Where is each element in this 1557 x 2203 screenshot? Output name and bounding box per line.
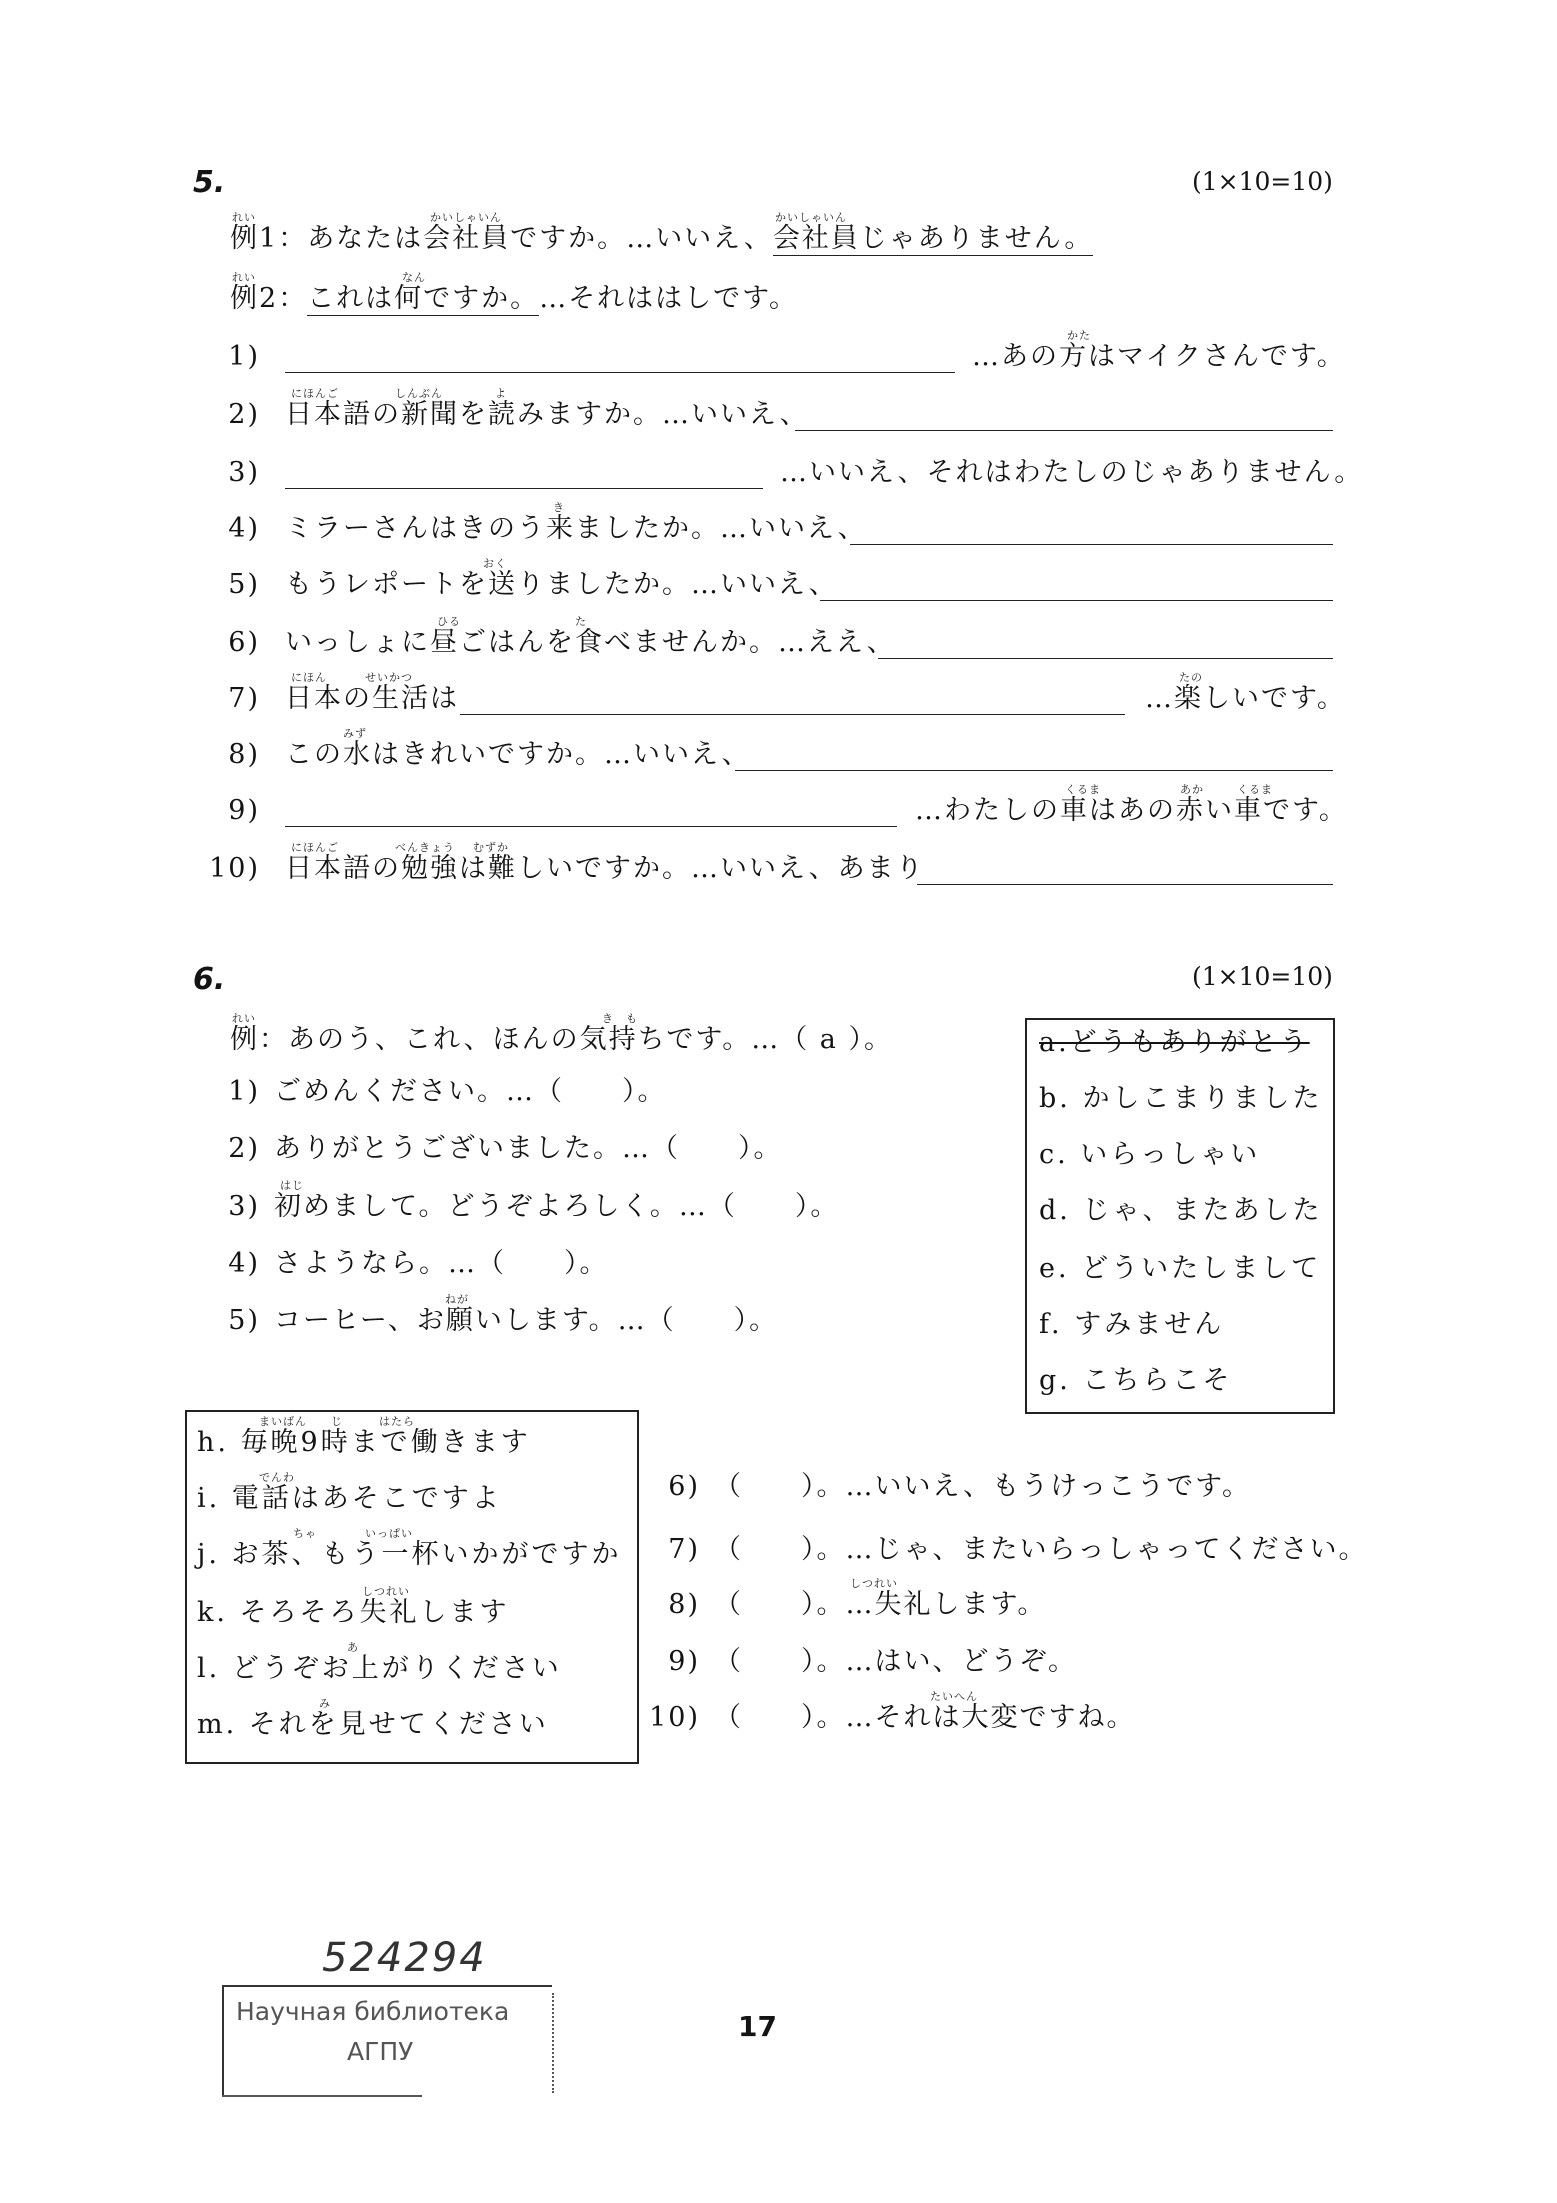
example-label: 例2 [230, 283, 279, 314]
item-7-text-end: たの …楽しいです。 [1145, 671, 1346, 714]
item-number: 10) [209, 853, 260, 884]
example-1: れい かいしゃいん かいしゃいん 例1：あなたは会社員ですか。…いいえ、会社員じゃありません。 [230, 211, 1094, 254]
q6-5: ねが 5) コーヒー、お願いします。…（ ）。 [228, 1293, 779, 1336]
q6-8: しつれい 8) （ ）。…失礼します。 [668, 1577, 1047, 1620]
option-f: f. すみません [1039, 1309, 1225, 1340]
item-number: 5) [228, 569, 260, 600]
stamp-number: 524294 [322, 1935, 487, 1981]
ruby: ねが [445, 1293, 469, 1306]
answer-blank[interactable] [820, 600, 1333, 601]
option-m: み m. それを見せてください [197, 1697, 549, 1740]
ruby: よ [495, 387, 507, 400]
stamp-top-line [222, 1985, 552, 1987]
ruby: にほんご [291, 387, 339, 400]
example-answer: …それははしです。 [539, 283, 799, 314]
answer-blank[interactable] [285, 488, 763, 489]
option-h: まいばん じ はたら h. 毎晩9時まで働きます [197, 1415, 531, 1458]
option-e: e. どういたしまして [1039, 1253, 1322, 1284]
item-number: 3) [228, 457, 260, 488]
answer-blank[interactable] [285, 372, 955, 373]
ruby: れい [232, 271, 256, 284]
item-4-text: き ミラーさんはきのう来ましたか。…いいえ、 [285, 501, 867, 544]
ruby: くるま [1065, 783, 1101, 796]
example-2: れい なん 例2：これは何ですか。…それははしです。 [230, 271, 799, 314]
section-6-header: 6. [193, 962, 226, 997]
stamp-library-name: Научная библиотека [236, 1997, 510, 2026]
section-5-header: 5. [193, 165, 226, 200]
ruby: かいしゃいん [775, 211, 847, 224]
page-number: 17 [738, 2010, 777, 2043]
item-number: 2) [228, 399, 260, 430]
item-5-text: おく もうレポートを送りましたか。…いいえ、 [285, 557, 838, 600]
ruby: き [553, 501, 565, 514]
q6-10: たいへん 10) （ ）。…それは大変ですね。 [649, 1690, 1136, 1733]
q6-3: はじ 3) 初めまして。どうぞよろしく。…（ ）。 [228, 1179, 840, 1222]
item-6-text: ひる た いっしょに昼ごはんを食べませんか。…ええ、 [285, 615, 896, 658]
example-question: あなたは会社員ですか。 [307, 223, 627, 254]
answer-blank[interactable] [795, 430, 1333, 431]
ruby: なん [402, 271, 426, 284]
option-j: ちゃ いっぱい j. お茶、もう一杯いかがですか [197, 1527, 622, 1570]
library-stamp [222, 1935, 567, 2100]
ruby: たいへん [930, 1690, 978, 1703]
q6-4: 4) さようなら。…（ ）。 [228, 1248, 609, 1279]
item-number: 6) [228, 627, 260, 658]
ruby: みず [343, 727, 367, 740]
section-6-example: れい き も 例：あのう、これ、ほんの気持ちです。…（ a ）。 [230, 1012, 893, 1055]
option-a: a.どうもありがとう [1039, 1027, 1310, 1058]
section-5-score: (1×10=10) [1192, 167, 1333, 196]
stamp-university: АГПУ [347, 2037, 414, 2066]
option-g: g. こちらこそ [1039, 1365, 1233, 1396]
options-box-right [1025, 1018, 1335, 1414]
ruby: にほんご [291, 841, 339, 854]
option-l: あ l. どうぞお上がりください [197, 1641, 562, 1684]
item-9-text: くるま あか くるま …わたしの車はあの赤い車です。 [915, 783, 1348, 826]
example-label: 例1 [230, 223, 279, 254]
answer-blank[interactable] [285, 826, 897, 827]
example-question: これは何ですか。 [307, 283, 540, 314]
ruby: あか [1180, 783, 1204, 796]
ruby: はじ [280, 1179, 304, 1192]
answer-blank[interactable] [917, 884, 1333, 885]
stamp-right-line [552, 1993, 554, 2093]
item-3-text: …いいえ、それはわたしのじゃありません。 [780, 457, 1364, 488]
ruby: せいかつ [365, 671, 413, 684]
ruby: た [575, 615, 587, 628]
answer-blank[interactable] [850, 544, 1333, 545]
stamp-bottom-line [222, 2095, 422, 2097]
ruby: むずか [473, 841, 509, 854]
answer-blank[interactable] [460, 714, 1125, 715]
ruby: れい [232, 211, 256, 224]
option-i: でんわ i. 電話はあそこですよ [197, 1471, 502, 1514]
item-7-text: にほん せいかつ 日本の生活は [285, 671, 459, 714]
q6-1: 1) ごめんください。…（ ）。 [228, 1076, 667, 1107]
item-number: 9) [228, 795, 260, 826]
ruby: べんきょう [395, 841, 455, 854]
q6-2: 2) ありがとうございました。…（ ）。 [228, 1133, 783, 1164]
item-number: 7) [228, 683, 260, 714]
option-k: しつれい k. そろそろ失礼します [197, 1585, 510, 1628]
ruby: き も [602, 1012, 638, 1025]
example-answer: 会社員じゃありません。 [772, 223, 1094, 254]
options-box-left [185, 1410, 639, 1764]
ruby: くるま [1237, 783, 1273, 796]
item-number: 4) [228, 513, 260, 544]
item-10-text: にほんご べんきょう むずか 日本語の勉強は難しいですか。…いいえ、あまり [285, 841, 925, 884]
example-answer-prefix: …いいえ、 [626, 223, 773, 254]
ruby: かいしゃいん [430, 211, 502, 224]
stamp-left-line [222, 1985, 224, 2095]
answer-blank[interactable] [878, 658, 1333, 659]
q6-7: 7) （ ）。…じゃ、またいらっしゃってください。 [668, 1534, 1368, 1565]
ruby: ひる [437, 615, 461, 628]
item-1-text: かた …あの方はマイクさんです。 [972, 329, 1346, 372]
ruby: おく [483, 557, 507, 570]
q6-6: 6) （ ）。…いいえ、もうけっこうです。 [668, 1471, 1251, 1502]
ruby: れい [232, 1012, 256, 1025]
ruby: しんぶん [395, 387, 443, 400]
section-6-score: (1×10=10) [1192, 962, 1333, 991]
option-d: d. じゃ、またあした [1039, 1195, 1323, 1226]
option-b: b. かしこまりました [1039, 1083, 1323, 1114]
option-c: c. いらっしゃい [1039, 1139, 1261, 1170]
item-number: 8) [228, 739, 260, 770]
item-number: 1) [228, 341, 260, 372]
ruby: たの [1179, 671, 1203, 684]
ruby: にほん [291, 671, 327, 684]
item-8-text: みず この水はきれいですか。…いいえ、 [285, 727, 751, 770]
q6-9: 9) （ ）。…はい、どうぞ。 [668, 1646, 1077, 1677]
ruby: しつれい [850, 1577, 898, 1590]
answer-blank[interactable] [735, 770, 1333, 771]
ruby: かた [1067, 329, 1091, 342]
item-2-text: にほんご しんぶん よ 日本語の新聞を読みますか。…いいえ、 [285, 387, 809, 430]
